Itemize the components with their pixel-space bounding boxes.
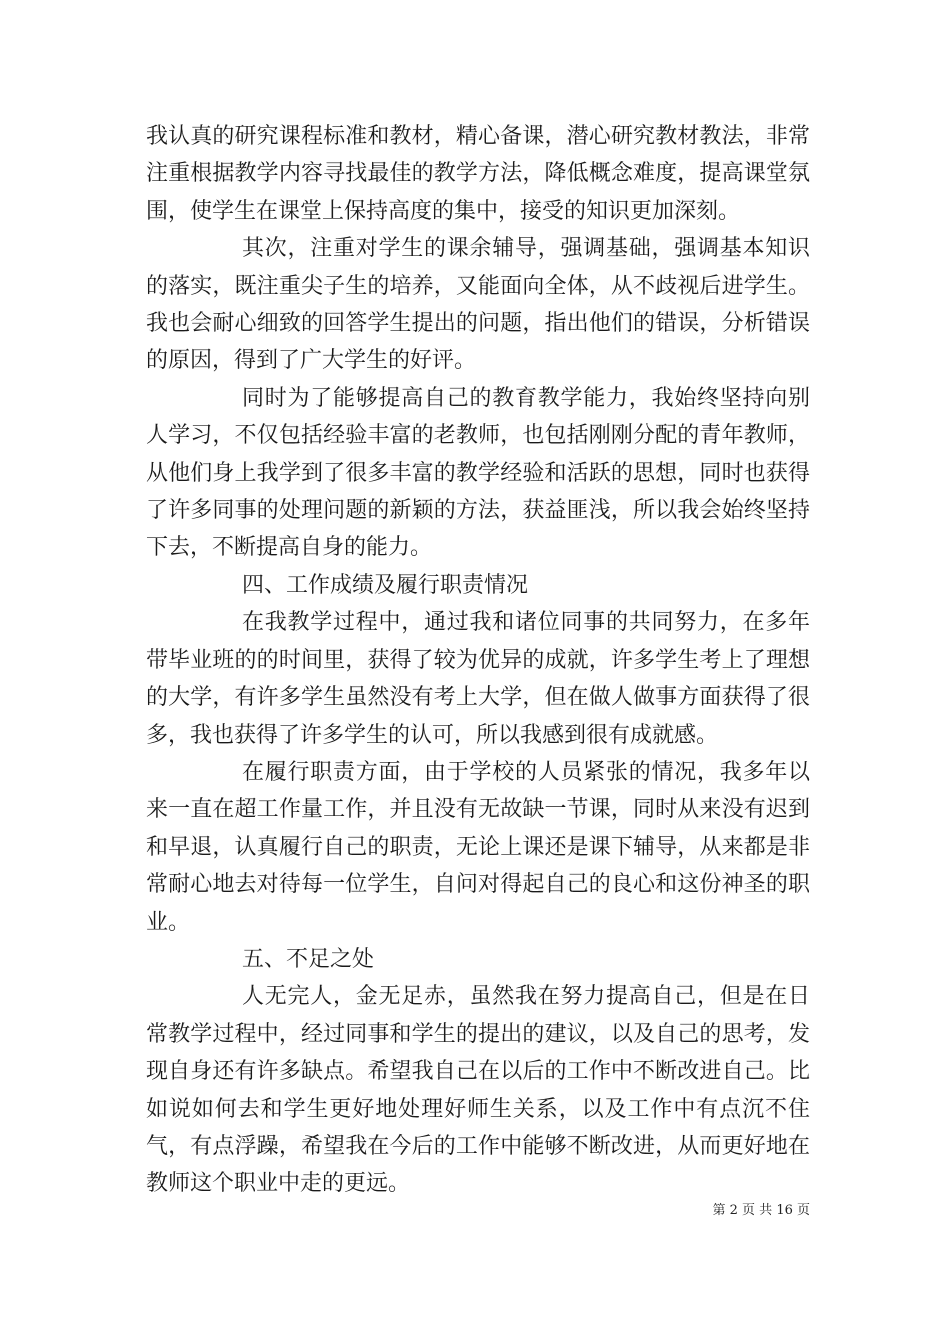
section-heading-shortcomings: 五、不足之处 [242,946,375,972]
paragraph-duties: 在履行职责方面，由于学校的人员紧张的情况，我多年以来一直在超工作量工作，并且没有无故缺一节课，同时从来没有迟到和早退，认真履行自己的职责，无论上课还是课下辅导，从来都是非常耐心地去对待每一位学生，自问对得起自己的良心和这份神圣的职业。 [146,759,810,935]
paragraph-shortcomings: 人无完人，金无足赤，虽然我在努力提高自己，但是在日常教学过程中，经过同事和学生的提出的建议，以及自己的思考，发现自身还有许多缺点。希望我自己在以后的工作中不断改进自己。比如说如何去和学生更好地处理好师生关系，以及工作中有点沉不住气，有点浮躁，希望我在今后的工作中能够不断改进，从而更好地在教师这个职业中走的更远。 [146,984,810,1197]
section-heading-achievements: 四、工作成绩及履行职责情况 [242,572,529,598]
paragraph-learning: 同时为了能够提高自己的教育教学能力，我始终坚持向别人学习，不仅包括经验丰富的老教师，也包括刚刚分配的青年教师，从他们身上我学到了很多丰富的教学经验和活跃的思想，同时也获得了许多同事的处理问题的新颖的方法，获益匪浅，所以我会始终坚持下去，不断提高自身的能力。 [146,385,810,561]
document-body [146,118,810,1203]
paragraph-continuation: 我认真的研究课程标准和教材，精心备课，潜心研究教材教法，非常注重根据教学内容寻找最佳的教学方法，降低概念难度，提高课堂氛围，使学生在课堂上保持高度的集中，接受的知识更加深刻。 [146,124,810,224]
page-number: 第 2 页 共 16 页 [712,1203,810,1218]
paragraph-achievements: 在我教学过程中，通过我和诸位同事的共同努力，在多年带毕业班的的时间里，获得了较为优异的成就，许多学生考上了理想的大学，有许多学生虽然没有考上大学，但在做人做事方面获得了很多，我也获得了许多学生的认可，所以我感到很有成就感。 [146,610,810,748]
paragraph-tutoring: 其次，注重对学生的课余辅导，强调基础，强调基本知识的落实，既注重尖子生的培养，又能面向全体，从不歧视后进学生。我也会耐心细致的回答学生提出的问题，指出他们的错误，分析错误的原因，得到了广大学生的好评。 [146,236,810,374]
